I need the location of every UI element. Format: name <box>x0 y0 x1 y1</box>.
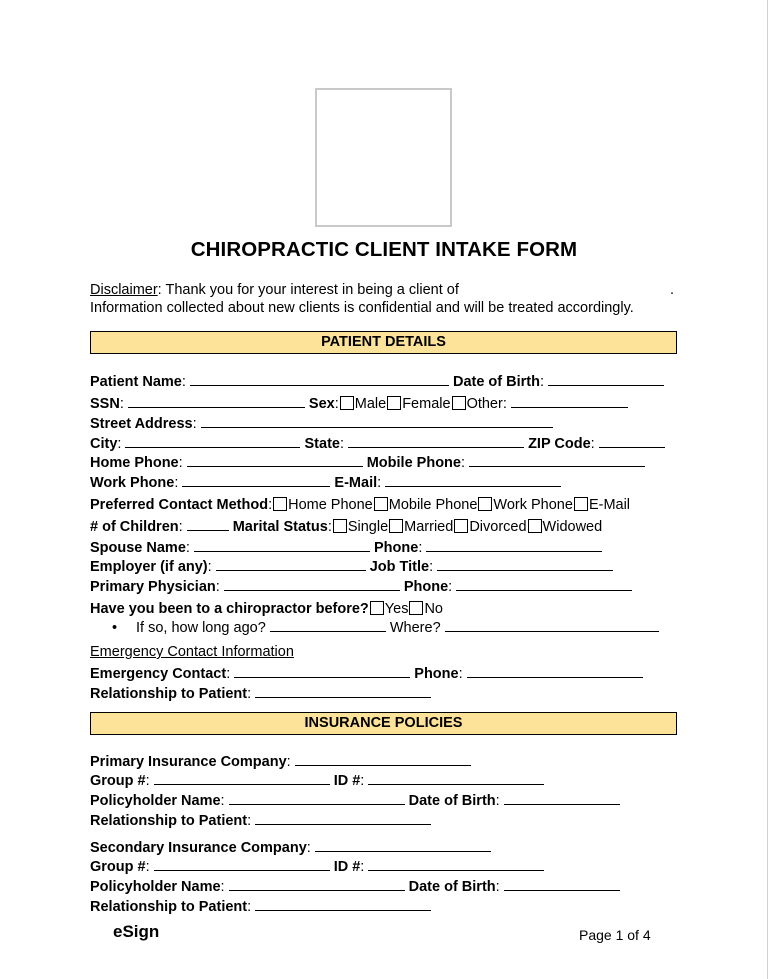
emergency-relationship-field[interactable] <box>255 684 431 698</box>
row-secondary-relationship: Relationship to Patient: <box>90 897 431 917</box>
sex-label: Sex <box>308 396 335 412</box>
row-ssn-sex: SSN: Sex: Male Female Other: <box>90 394 628 414</box>
section-patient-details: PATIENT DETAILS <box>90 331 677 354</box>
home-phone-field[interactable] <box>187 453 363 467</box>
work-phone-label: Work Phone <box>90 475 175 491</box>
mobile-phone-label: Mobile Phone <box>366 455 461 471</box>
row-primary-group-id: Group #: ID #: <box>90 771 544 791</box>
secondary-group-field[interactable] <box>154 857 330 871</box>
primary-policyholder-field[interactable] <box>229 791 405 805</box>
dob-field[interactable] <box>548 372 664 386</box>
city-field[interactable] <box>125 434 300 448</box>
row-work-email: Work Phone: E-Mail: <box>90 473 561 493</box>
zip-field[interactable] <box>599 434 665 448</box>
emergency-phone-label: Phone <box>414 666 459 682</box>
secondary-group-label: Group # <box>90 859 146 875</box>
where-field[interactable] <box>445 618 659 632</box>
option-home-phone: Home Phone <box>288 497 373 513</box>
job-title-field[interactable] <box>437 557 613 571</box>
checkbox-divorced[interactable] <box>454 519 468 533</box>
checkbox-married[interactable] <box>389 519 403 533</box>
option-divorced: Divorced <box>469 519 527 535</box>
secondary-dob-label: Date of Birth <box>408 879 496 895</box>
chiro-before-label: Have you been to a chiropractor before? <box>90 601 369 617</box>
zip-label: ZIP Code <box>528 436 591 452</box>
state-label: State <box>304 436 340 452</box>
secondary-relationship-field[interactable] <box>255 897 431 911</box>
option-mobile-phone: Mobile Phone <box>388 497 478 513</box>
ssn-field[interactable] <box>128 394 305 408</box>
sex-other-field[interactable] <box>511 394 628 408</box>
row-emergency-relationship: Relationship to Patient: <box>90 684 431 704</box>
row-secondary-group-id: Group #: ID #: <box>90 857 544 877</box>
primary-dob-field[interactable] <box>504 791 620 805</box>
primary-id-label: ID # <box>333 773 361 789</box>
primary-dob-label: Date of Birth <box>408 793 496 809</box>
checkbox-female[interactable] <box>387 396 401 410</box>
bullet: • <box>112 620 118 636</box>
secondary-insurance-label: Secondary Insurance Company <box>90 840 307 856</box>
secondary-insurance-field[interactable] <box>315 838 491 852</box>
children-label: # of Children <box>90 519 179 535</box>
secondary-dob-field[interactable] <box>504 877 620 891</box>
city-label: City <box>90 436 118 452</box>
patient-name-label: Patient Name <box>90 374 182 390</box>
checkbox-no[interactable] <box>409 601 423 615</box>
checkbox-work-phone[interactable] <box>478 497 492 511</box>
spouse-name-label: Spouse Name <box>90 540 186 556</box>
row-secondary-insurance: Secondary Insurance Company: <box>90 838 491 858</box>
employer-label: Employer (if any) <box>90 559 208 575</box>
primary-relationship-label: Relationship to Patient <box>90 813 248 829</box>
row-secondary-policyholder: Policyholder Name: Date of Birth: <box>90 877 620 897</box>
emergency-relationship-label: Relationship to Patient <box>90 686 248 702</box>
checkbox-yes[interactable] <box>370 601 384 615</box>
email-field[interactable] <box>385 473 561 487</box>
children-field[interactable] <box>187 517 229 531</box>
email-label: E-Mail <box>334 475 378 491</box>
option-work-phone: Work Phone <box>493 497 573 513</box>
row-spouse: Spouse Name: Phone: <box>90 538 602 558</box>
primary-group-field[interactable] <box>154 771 330 785</box>
secondary-relationship-label: Relationship to Patient <box>90 899 248 915</box>
row-physician: Primary Physician: Phone: <box>90 577 632 597</box>
disclaimer-text-2: Information collected about new clients is confidential and will be treated accordingly. <box>90 300 634 316</box>
row-preferred-contact: Preferred Contact Method: Home Phone Mobile Phone Work Phone E-Mail <box>90 497 631 513</box>
row-emergency-contact: Emergency Contact: Phone: <box>90 664 643 684</box>
option-widowed: Widowed <box>542 519 603 535</box>
patient-name-field[interactable] <box>190 372 449 386</box>
esign-logo: eSign <box>113 922 160 941</box>
page-number: Page 1 of 4 <box>579 927 651 943</box>
secondary-id-field[interactable] <box>368 857 544 871</box>
disclaimer-label: Disclaimer <box>90 282 158 298</box>
option-married: Married <box>404 519 454 535</box>
option-yes: Yes <box>384 601 409 617</box>
checkbox-other[interactable] <box>452 396 466 410</box>
job-title-label: Job Title <box>369 559 430 575</box>
row-how-long <box>112 618 659 638</box>
primary-physician-field[interactable] <box>224 577 400 591</box>
secondary-id-label: ID # <box>333 859 361 875</box>
checkbox-mobile-phone[interactable] <box>374 497 388 511</box>
checkbox-male[interactable] <box>340 396 354 410</box>
checkbox-widowed[interactable] <box>528 519 542 533</box>
primary-insurance-label: Primary Insurance Company <box>90 754 287 770</box>
primary-insurance-field[interactable] <box>295 752 471 766</box>
checkbox-home-phone[interactable] <box>273 497 287 511</box>
disclaimer-period: . <box>670 282 675 298</box>
dob-label: Date of Birth <box>452 374 540 390</box>
primary-policyholder-label: Policyholder Name <box>90 793 221 809</box>
option-male: Male <box>354 396 387 412</box>
logo-placeholder[interactable] <box>315 88 452 227</box>
physician-phone-field[interactable] <box>456 577 632 591</box>
disclaimer <box>90 281 690 317</box>
emergency-heading: Emergency Contact Information <box>90 644 294 660</box>
employer-field[interactable] <box>216 557 366 571</box>
row-primary-insurance: Primary Insurance Company: <box>90 752 471 772</box>
option-other: Other: <box>466 396 507 412</box>
state-field[interactable] <box>348 434 524 448</box>
row-primary-policyholder: Policyholder Name: Date of Birth: <box>90 791 620 811</box>
checkbox-single[interactable] <box>333 519 347 533</box>
spouse-phone-field[interactable] <box>426 538 602 552</box>
option-no: No <box>424 601 443 617</box>
emergency-phone-field[interactable] <box>467 664 643 678</box>
row-city-state-zip: City: State: ZIP Code: <box>90 434 665 454</box>
primary-group-label: Group # <box>90 773 146 789</box>
primary-physician-label: Primary Physician <box>90 579 216 595</box>
secondary-policyholder-field[interactable] <box>229 877 405 891</box>
row-patient-name: Patient Name: Date of Birth: <box>90 372 664 392</box>
ssn-label: SSN <box>90 396 120 412</box>
mobile-phone-field[interactable] <box>469 453 645 467</box>
how-long-label: If so, how long ago? <box>136 620 266 636</box>
preferred-contact-label: Preferred Contact Method <box>90 497 269 513</box>
option-email: E-Mail <box>588 497 631 513</box>
disclaimer-text-1: : Thank you for your interest in being a client of <box>157 282 459 298</box>
home-phone-label: Home Phone <box>90 455 179 471</box>
option-single: Single <box>347 519 389 535</box>
row-street-address: Street Address: <box>90 414 553 434</box>
section-insurance-policies: INSURANCE POLICIES <box>90 712 677 735</box>
primary-relationship-field[interactable] <box>255 811 431 825</box>
where-label: Where? <box>389 620 441 636</box>
row-chiro-before <box>90 599 443 619</box>
how-long-field[interactable] <box>270 618 386 632</box>
work-phone-field[interactable] <box>182 473 330 487</box>
spouse-name-field[interactable] <box>194 538 370 552</box>
street-address-label: Street Address <box>90 416 193 432</box>
row-primary-relationship: Relationship to Patient: <box>90 811 431 831</box>
physician-phone-label: Phone <box>403 579 449 595</box>
emergency-contact-label: Emergency Contact <box>90 666 227 682</box>
marital-status-label: Marital Status <box>232 519 328 535</box>
primary-id-field[interactable] <box>368 771 544 785</box>
spouse-phone-label: Phone <box>374 540 419 556</box>
row-employer: Employer (if any): Job Title: <box>90 557 613 577</box>
checkbox-email[interactable] <box>574 497 588 511</box>
secondary-policyholder-label: Policyholder Name <box>90 879 221 895</box>
emergency-contact-field[interactable] <box>234 664 410 678</box>
form-title: CHIROPRACTIC CLIENT INTAKE FORM <box>190 238 578 261</box>
street-address-field[interactable] <box>201 414 553 428</box>
option-female: Female <box>402 396 451 412</box>
row-home-mobile: Home Phone: Mobile Phone: <box>90 453 645 473</box>
row-children-marital: # of Children: Marital Status: Single Married Divorced Widowed <box>90 519 603 535</box>
